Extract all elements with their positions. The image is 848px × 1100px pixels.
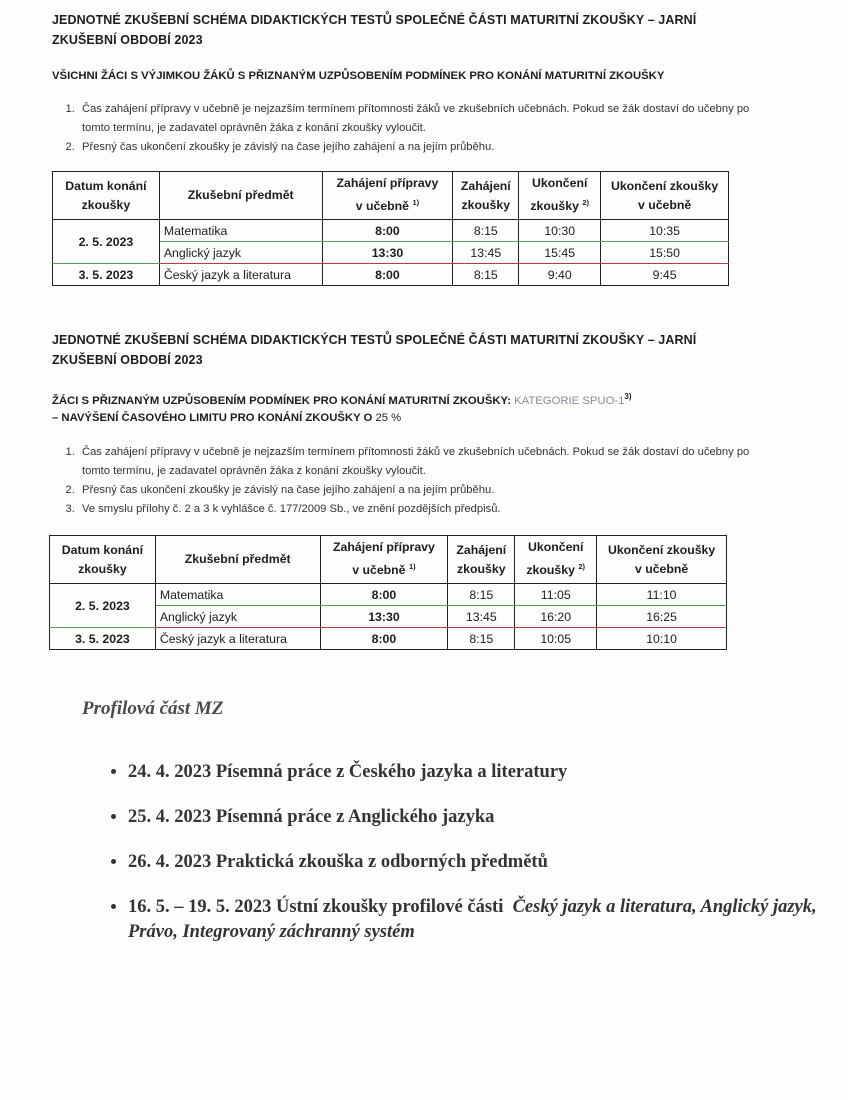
section-1-title: JEDNOTNÉ ZKUŠEBNÍ SCHÉMA DIDAKTICKÝCH TESTŮ SPOLEČNÉ ČÁSTI MATURITNÍ ZKOUŠKY – JARNÍ ZKUŠEBNÍ OBDOBÍ 2023: [52, 13, 697, 47]
cell-date: 2. 5. 2023: [53, 220, 160, 264]
note-item: 1. Čas zahájení přípravy v učebně je nejzazším termínem přítomnosti žáků ve zkušebních učebnách. Pokud se žák dostaví do učebny po tomto termínu, je zadavatel oprávněn žáka z konání zkoušky vyloučit.: [78, 100, 750, 138]
header-end: Ukončení zkoušky $^{2)}$: [515, 536, 597, 584]
header-prep: Zahájení přípravy v učebně $^{1)}$: [322, 172, 453, 220]
cell-start: 13:45: [453, 242, 519, 264]
table-row: [53, 264, 729, 286]
list-item: • 16. 5. – 19. 5. 2023 Ústní zkoušky profilové části Český jazyk a literatura, Anglický jazyk, Právo, Integrovaný záchranný systém: [128, 895, 828, 945]
cell-start: 13:45: [448, 606, 515, 628]
header-date: Datum konání zkoušky: [50, 536, 156, 584]
cell-date: 2. 5. 2023: [50, 584, 156, 628]
cell-date: 3. 5. 2023: [50, 628, 156, 650]
list-item: • 26. 4. 2023 Praktická zkouška z odborných předmětů: [128, 850, 828, 875]
cell-end-room: 10:35: [601, 220, 729, 242]
cell-end-room: 9:45: [601, 264, 729, 286]
header-end: Ukončení zkoušky $^{2)}$: [519, 172, 601, 220]
cell-start: 8:15: [453, 220, 519, 242]
schedule-table-2: [49, 535, 727, 650]
cell-end-room: 10:10: [597, 628, 727, 650]
header-date: Datum konání zkoušky: [53, 172, 160, 220]
schedule-table-1: [52, 171, 729, 286]
cell-start: 8:15: [453, 264, 519, 286]
header-start: Zahájení zkoušky: [448, 536, 515, 584]
oral-exam-subjects: Český jazyk a literatura, Anglický jazyk, Právo, Integrovaný záchranný systém: [128, 897, 817, 942]
profil-list: [96, 760, 828, 965]
section-1-notes: [30, 100, 750, 157]
cell-end-room: 11:10: [597, 584, 727, 606]
section-2-notes-wrap: [30, 443, 750, 519]
cell-end: 10:05: [515, 628, 597, 650]
table-row: [50, 584, 727, 606]
section-1-header: [52, 10, 752, 50]
list-item: • 24. 4. 2023 Písemná práce z Českého jazyka a literatury: [128, 760, 828, 785]
cell-end: 16:20: [515, 606, 597, 628]
section-1-subtitle-wrap: [52, 68, 752, 85]
cell-subject: Matematika: [155, 584, 320, 606]
section-2-header: [52, 330, 752, 370]
note-item: 3. Ve smyslu přílohy č. 2 a 3 k vyhlášce č. 177/2009 Sb., ve znění pozdějších předpisů.: [78, 500, 750, 519]
header-prep: Zahájení přípravy v učebně $^{1)}$: [320, 536, 448, 584]
profil-title: Profilová část MZ: [82, 698, 224, 719]
cell-date: 3. 5. 2023: [53, 264, 160, 286]
category-label: KATEGORIE SPUO-1: [514, 394, 625, 407]
cell-end: 15:45: [519, 242, 601, 264]
cell-start: 8:15: [448, 628, 515, 650]
table-header-row: [50, 536, 727, 584]
cell-prep: 13:30: [322, 242, 453, 264]
cell-prep: 8:00: [322, 264, 453, 286]
table-header-row: [53, 172, 729, 220]
section-2-subtitle: ŽÁCI S PŘIZNANÝM UZPŮSOBENÍM PODMÍNEK PRO KONÁNÍ MATURITNÍ ZKOUŠKY: KATEGORIE SPUO-1$^{3)}$ – NAVÝŠENÍ ČASOVÉHO LIMITU PRO KONÁNÍ ZKOUŠKY O 25 %: [52, 392, 632, 424]
cell-subject: Matematika: [159, 220, 322, 242]
cell-end-room: 15:50: [601, 242, 729, 264]
list-item: • 25. 4. 2023 Písemná práce z Anglického jazyka: [128, 805, 828, 830]
table-row: [50, 628, 727, 650]
note-item: 1. Čas zahájení přípravy v učebně je nejzazším termínem přítomnosti žáků ve zkušebních učebnách. Pokud se žák dostaví do učebny po tomto termínu, je zadavatel oprávněn žáka z konání zkoušky vyloučit.: [78, 443, 750, 481]
header-subject: Zkušební předmět: [159, 172, 322, 220]
section-1-subtitle: VŠICHNI ŽÁCI S VÝJIMKOU ŽÁKŮ S PŘIZNANÝM UZPŮSOBENÍM PODMÍNEK PRO KONÁNÍ MATURITNÍ ZKOUŠKY: [52, 70, 665, 82]
cell-prep: 8:00: [320, 584, 448, 606]
table-row: [53, 220, 729, 242]
cell-end: 11:05: [515, 584, 597, 606]
cell-end: 10:30: [519, 220, 601, 242]
section-2-notes: [30, 443, 750, 519]
header-end-room: Ukončení zkoušky v učebně: [597, 536, 727, 584]
note-item: 2. Přesný čas ukončení zkoušky je závislý na čase jejího zahájení a na jejím průběhu.: [78, 481, 750, 500]
cell-prep: 13:30: [320, 606, 448, 628]
cell-end-room: 16:25: [597, 606, 727, 628]
note-item: 2. Přesný čas ukončení zkoušky je závislý na čase jejího zahájení a na jejím průběhu.: [78, 138, 750, 157]
cell-subject: Anglický jazyk: [155, 606, 320, 628]
section-2-subtitle-wrap: [52, 388, 752, 427]
cell-subject: Český jazyk a literatura: [155, 628, 320, 650]
cell-subject: Anglický jazyk: [159, 242, 322, 264]
header-subject: Zkušební předmět: [155, 536, 320, 584]
header-end-room: Ukončení zkoušky v učebně: [601, 172, 729, 220]
cell-subject: Český jazyk a literatura: [159, 264, 322, 286]
section-1-notes-wrap: [30, 100, 750, 157]
header-start: Zahájení zkoušky: [453, 172, 519, 220]
cell-start: 8:15: [448, 584, 515, 606]
cell-end: 9:40: [519, 264, 601, 286]
cell-prep: 8:00: [320, 628, 448, 650]
percent-value: 25 %: [375, 411, 402, 424]
section-2-title: JEDNOTNÉ ZKUŠEBNÍ SCHÉMA DIDAKTICKÝCH TESTŮ SPOLEČNÉ ČÁSTI MATURITNÍ ZKOUŠKY – JARNÍ ZKUŠEBNÍ OBDOBÍ 2023: [52, 333, 697, 367]
cell-prep: 8:00: [322, 220, 453, 242]
